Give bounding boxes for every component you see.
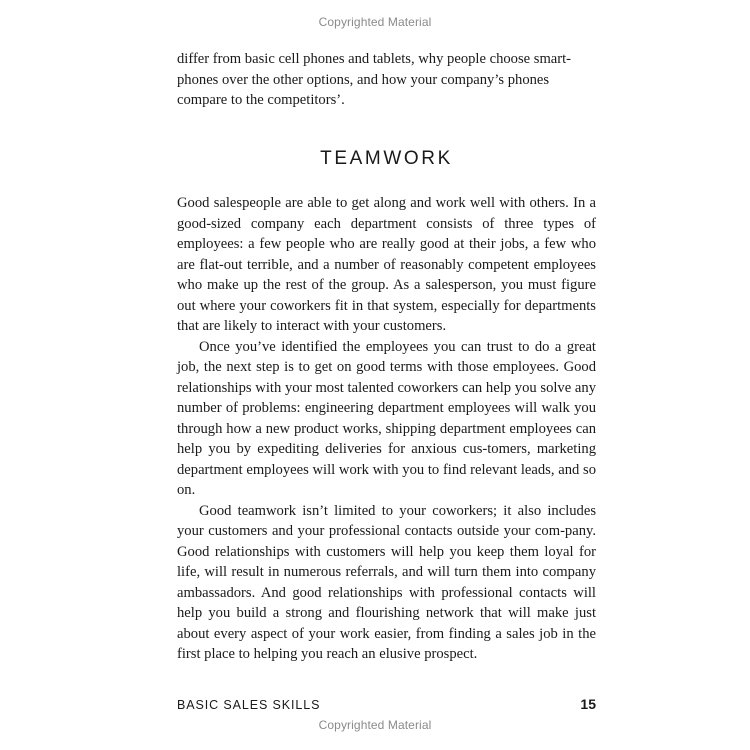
body-paragraph-1: Good salespeople are able to get along and work well with others. In a good-sized company each department consists of three types of employees: a few people who are really good at their jobs, a few who are flat-out terrible, and a number of reasonably competent employees who make up the rest of the group. As a salesperson, you must figure out where your coworkers fit in that system, especially for departments that are likely to interact with your customers. xyxy=(177,195,596,334)
intro-paragraph: differ from basic cell phones and tablets, why people choose smart-phones over the other options, and how your company’s phones compare to the competitors’. xyxy=(177,51,572,108)
section-heading: TEAMWORK xyxy=(320,148,453,169)
copyright-watermark-top: Copyrighted Material xyxy=(318,15,432,29)
page-number: 15 xyxy=(580,696,596,712)
intro-text-block xyxy=(177,49,596,111)
body-paragraph-2: Once you’ve identified the employees you can trust to do a great job, the next step is to get on good terms with those employees. Good relationships with your most talented coworkers can help you solve any number of problems: engineering department employees will walk you through how a new product works, shipping department employees can help you by expediting deliveries for anxious cus-tomers, marketing department employees will work with you to find relevant leads, and so on. xyxy=(177,338,596,498)
copyright-watermark-bottom: Copyrighted Material xyxy=(318,718,432,732)
running-head: BASIC SALES SKILLS xyxy=(177,698,321,712)
section-body xyxy=(177,193,596,665)
body-paragraph-3: Good teamwork isn’t limited to your coworkers; it also includes your customers and your professional contacts outside your com-pany. Good relationships with customers will help you keep them loyal for life, will result in numerous referrals, and will turn them into company ambassadors. And good relationships with professional contacts will help you build a strong and flourishing network that will make just about every aspect of your work easier, from finding a sales job in the first place to helping you reach an elusive prospect. xyxy=(177,502,596,662)
